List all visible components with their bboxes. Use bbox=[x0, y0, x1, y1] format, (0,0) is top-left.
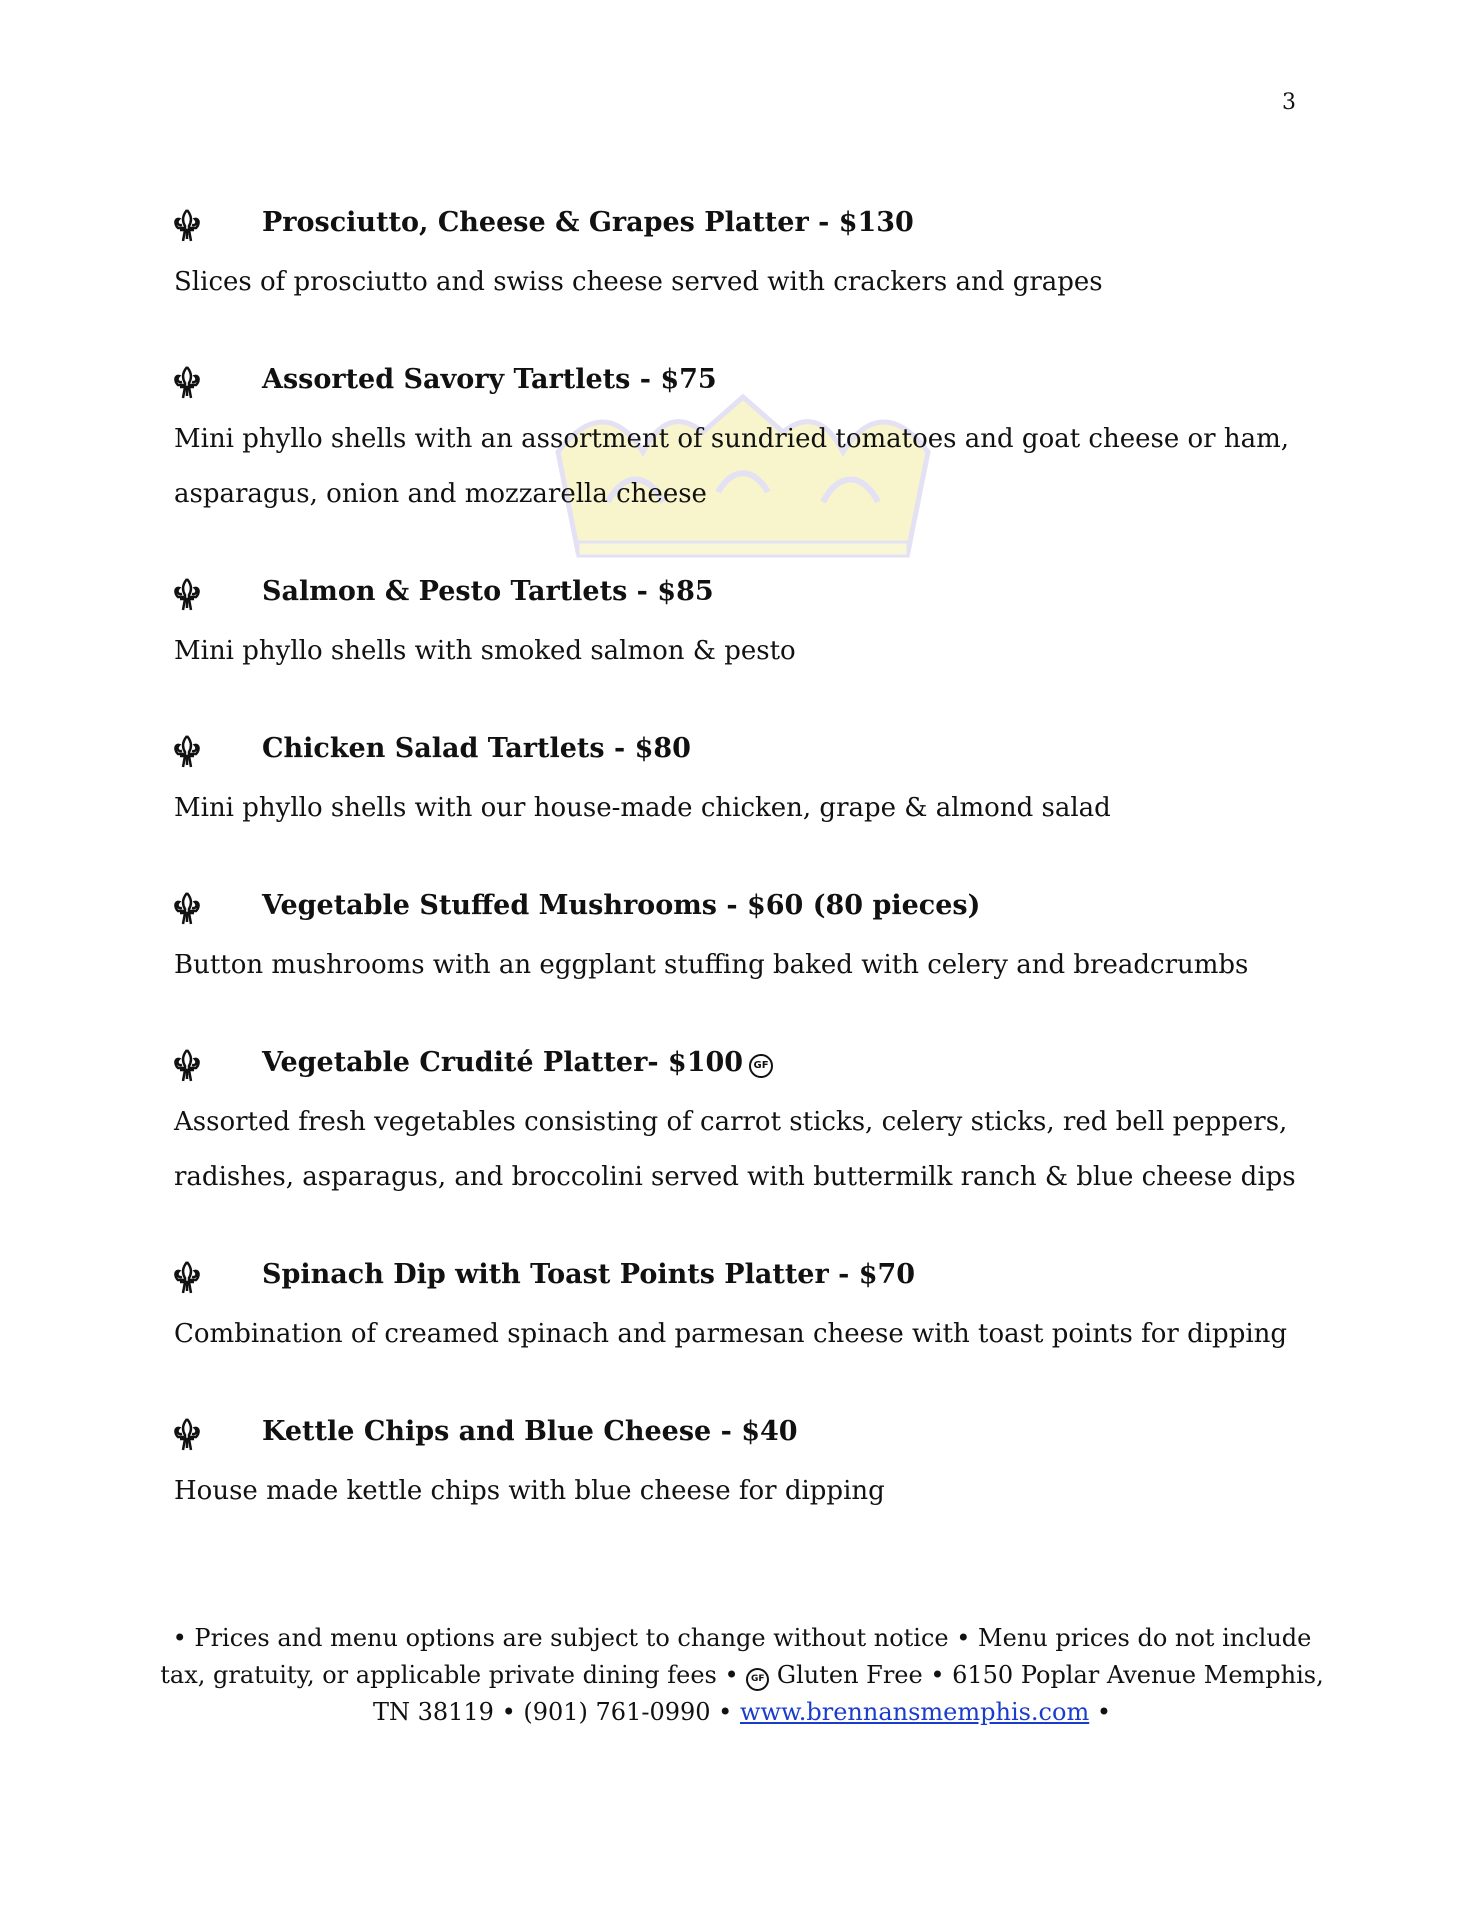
item-description: Mini phyllo shells with our house-made chicken, grape & almond salad bbox=[174, 793, 1111, 823]
item-title: Salmon & Pesto Tartlets - $85 bbox=[262, 576, 714, 607]
item-title: Vegetable Crudité Platter- $100 bbox=[262, 1047, 744, 1078]
fleur-de-lis-icon bbox=[174, 578, 200, 612]
item-description: Mini phyllo shells with smoked salmon & pesto bbox=[174, 636, 796, 666]
fleur-de-lis-icon bbox=[174, 1418, 200, 1452]
item-description: Slices of prosciutto and swiss cheese served with crackers and grapes bbox=[174, 267, 1103, 297]
item-description: Combination of creamed spinach and parmesan cheese with toast points for dipping bbox=[174, 1319, 1288, 1349]
menu-item bbox=[174, 574, 1314, 679]
item-title: Kettle Chips and Blue Cheese - $40 bbox=[262, 1416, 798, 1447]
item-title: Spinach Dip with Toast Points Platter - $70 bbox=[262, 1259, 916, 1290]
gluten-free-icon: GF bbox=[749, 1054, 773, 1078]
item-description: House made kettle chips with blue cheese for dipping bbox=[174, 1476, 885, 1506]
gluten-free-icon: GF bbox=[746, 1668, 769, 1691]
footer-notice bbox=[150, 1620, 1334, 1731]
menu-item bbox=[174, 205, 1314, 310]
footer-text-2: Gluten Free • 6150 Poplar Avenue Memphis, TN 38119 • (901) 761-0990 • bbox=[372, 1661, 1324, 1726]
menu-item bbox=[174, 362, 1314, 522]
item-description: Button mushrooms with an eggplant stuffing baked with celery and breadcrumbs bbox=[174, 950, 1249, 980]
fleur-de-lis-icon bbox=[174, 1261, 200, 1295]
menu-list bbox=[174, 205, 1314, 1571]
item-title: Vegetable Stuffed Mushrooms - $60 (80 pieces) bbox=[262, 890, 981, 921]
fleur-de-lis-icon bbox=[174, 1049, 200, 1083]
page-number: 3 bbox=[1282, 90, 1296, 115]
menu-item bbox=[174, 1414, 1314, 1519]
item-description: Assorted fresh vegetables consisting of carrot sticks, celery sticks, red bell peppers, radishes, asparagus, and broccolini served with buttermilk ranch & blue cheese dips bbox=[174, 1107, 1296, 1192]
fleur-de-lis-icon bbox=[174, 892, 200, 926]
fleur-de-lis-icon bbox=[174, 735, 200, 769]
menu-item bbox=[174, 1045, 1314, 1205]
menu-item bbox=[174, 1257, 1314, 1362]
item-title-wrapper bbox=[262, 1047, 773, 1078]
website-link[interactable]: www.brennansmemphis.com bbox=[739, 1698, 1090, 1726]
footer-text-3: • bbox=[1096, 1698, 1112, 1726]
item-title: Assorted Savory Tartlets - $75 bbox=[262, 364, 717, 395]
fleur-de-lis-icon bbox=[174, 209, 200, 243]
item-title: Chicken Salad Tartlets - $80 bbox=[262, 733, 691, 764]
fleur-de-lis-icon bbox=[174, 366, 200, 400]
footer-text-1: • Prices and menu options are subject to change without notice • Menu prices do not include tax, gratuity, or applicable private dining fees • bbox=[160, 1624, 1312, 1689]
menu-item bbox=[174, 888, 1314, 993]
item-title: Prosciutto, Cheese & Grapes Platter - $130 bbox=[262, 207, 914, 238]
item-description: Mini phyllo shells with an assortment of sundried tomatoes and goat cheese or ham, asparagus, onion and mozzarella cheese bbox=[174, 424, 1290, 509]
menu-item bbox=[174, 731, 1314, 836]
